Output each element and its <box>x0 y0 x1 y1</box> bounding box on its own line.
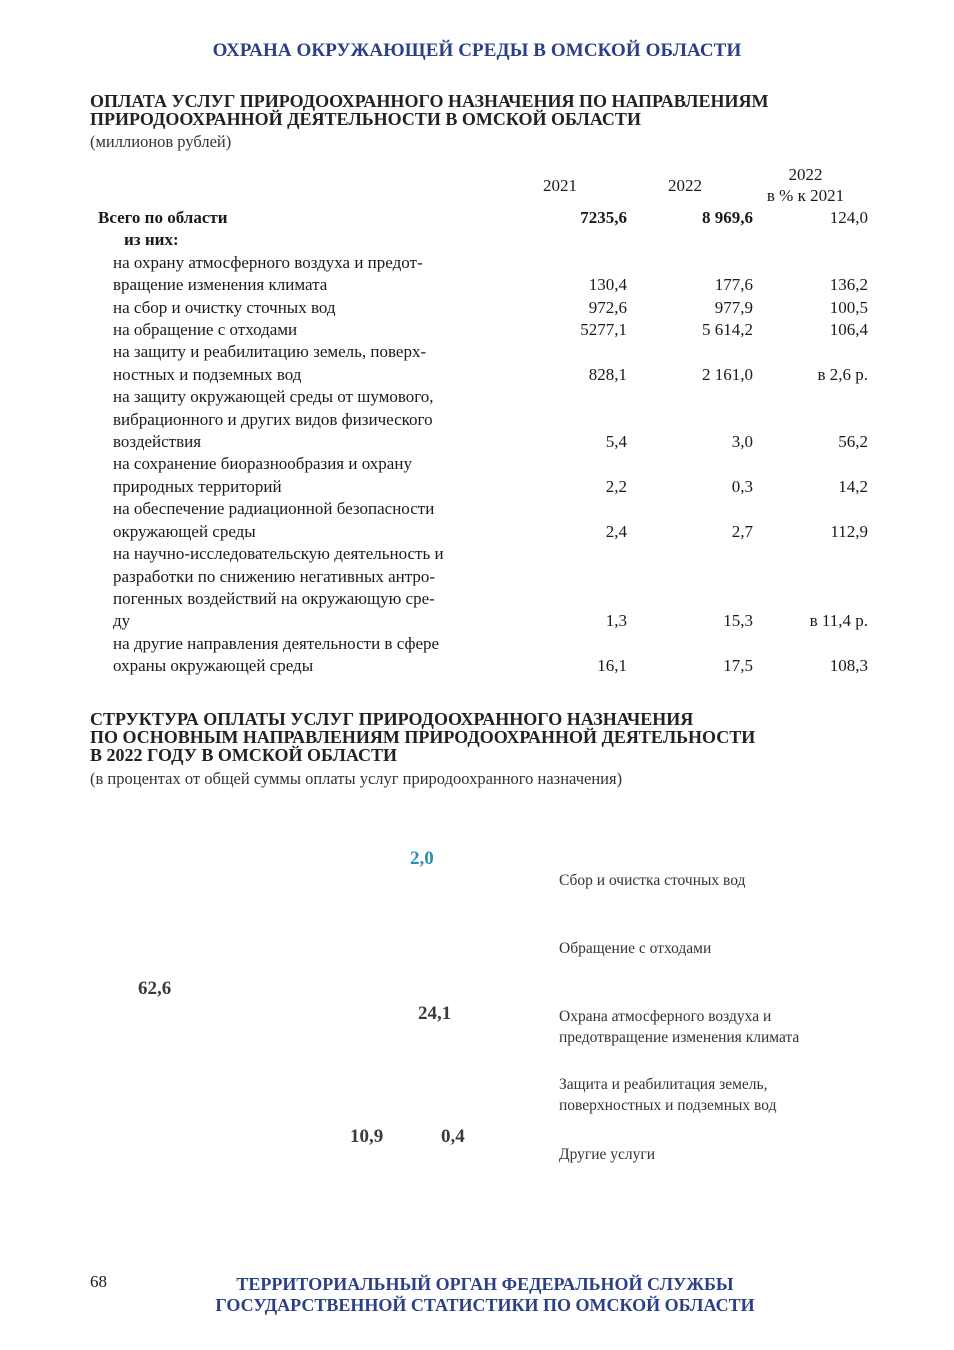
cell-2021: 5277,1 <box>580 320 627 340</box>
table-title <box>90 92 768 128</box>
cell-empty <box>539 341 627 363</box>
cell-2022: 177,6 <box>714 275 753 295</box>
row-label-line: на другие направления деятельности в сфере <box>113 633 440 653</box>
cell-pct-total: 124,0 <box>829 208 868 227</box>
row-label-line: на сохранение биоразнообразия и охрану <box>113 454 412 474</box>
cell-pct: в 2,6 р. <box>817 364 868 384</box>
footer-line-2: ГОСУДАРСТВЕННОЙ СТАТИСТИКИ ПО ОМСКОЙ ОБЛАСТИ <box>215 1295 755 1315</box>
table-row <box>90 319 868 341</box>
row-label-line: вращение изменения климата <box>113 275 328 295</box>
legend-item-4-text-2: поверхностных и подземных вод <box>559 1097 777 1114</box>
data-table-body <box>90 207 868 678</box>
table-row <box>90 274 868 296</box>
row-label-line: на защиту и реабилитацию земель, поверх- <box>113 342 427 362</box>
table-row <box>90 588 868 610</box>
chart-title <box>90 710 755 764</box>
chart-label-d: 10,9 <box>350 1126 384 1147</box>
cell-empty <box>627 229 753 251</box>
cell-empty <box>539 453 627 475</box>
col-header-pct-line-1: 2022 <box>788 165 823 184</box>
row-label-line: на научно-исследовательскую деятельность и <box>113 544 444 564</box>
cell-2021: 972,6 <box>588 297 627 317</box>
legend-item-5 <box>559 1144 655 1165</box>
row-label-line: разработки по снижению негативных антро- <box>113 566 436 586</box>
cell-2022: 3,0 <box>731 432 753 452</box>
table-row <box>90 633 868 655</box>
table-row <box>90 364 868 386</box>
chart-label-c: 24,1 <box>418 1003 452 1024</box>
table-row <box>90 543 868 565</box>
row-label-line: ностных и подземных вод <box>113 364 302 384</box>
legend-item-1 <box>559 870 745 891</box>
row-label-subheader: из них: <box>124 230 179 250</box>
cell-pct: 106,4 <box>829 320 868 340</box>
legend-item-2-text: Обращение с отходами <box>559 940 712 957</box>
chart-label-a: 2,0 <box>410 848 434 869</box>
cell-2021: 828,1 <box>588 364 627 384</box>
cell-empty <box>539 386 627 408</box>
table-units: (миллионов рублей) <box>90 132 232 151</box>
cell-2021: 1,3 <box>605 611 627 631</box>
page-number: 68 <box>90 1272 107 1291</box>
table-row-subheader <box>90 229 868 251</box>
row-label-line: воздействия <box>113 432 202 452</box>
col-header-pct <box>748 164 863 206</box>
cell-empty <box>753 229 868 251</box>
table-row <box>90 341 868 363</box>
legend-item-3 <box>559 1006 799 1048</box>
chart-title-line-1: СТРУКТУРА ОПЛАТЫ УСЛУГ ПРИРОДООХРАННОГО НАЗНАЧЕНИЯ <box>90 709 694 729</box>
cell-2021: 2,4 <box>605 521 627 541</box>
cell-empty <box>627 543 753 565</box>
table-row <box>90 476 868 498</box>
cell-empty <box>753 543 868 565</box>
page-footer <box>0 1274 954 1316</box>
cell-pct: 136,2 <box>829 275 868 295</box>
row-label-line: вибрационного и других видов физического <box>113 409 433 429</box>
cell-empty <box>753 409 868 431</box>
row-label-line: ду <box>113 611 131 631</box>
cell-empty <box>753 588 868 610</box>
row-label-line: на охрану атмосферного воздуха и предот- <box>113 252 423 272</box>
chart-label-e: 0,4 <box>441 1126 465 1147</box>
chart-title-line-3: В 2022 ГОДУ В ОМСКОЙ ОБЛАСТИ <box>90 745 398 765</box>
cell-empty <box>627 566 753 588</box>
cell-2022: 2 161,0 <box>702 364 753 384</box>
row-label-line: охраны окружающей среды <box>113 656 314 676</box>
table-row <box>90 252 868 274</box>
row-label-line: на сбор и очистку сточных вод <box>113 297 336 317</box>
data-table <box>90 207 868 678</box>
legend-item-5-text: Другие услуги <box>559 1146 656 1163</box>
cell-empty <box>627 453 753 475</box>
table-row <box>90 521 868 543</box>
cell-pct: 112,9 <box>830 521 868 541</box>
legend-item-1-text: Сбор и очистка сточных вод <box>559 872 746 889</box>
page-header: ОХРАНА ОКРУЖАЮЩЕЙ СРЕДЫ В ОМСКОЙ ОБЛАСТИ <box>212 40 742 61</box>
cell-empty <box>753 453 868 475</box>
col-header-pct-line-2: в % к 2021 <box>766 186 845 205</box>
row-label-line: на обращение с отходами <box>113 320 298 340</box>
cell-2021: 130,4 <box>588 275 627 295</box>
cell-2022: 2,7 <box>731 521 753 541</box>
chart-units: (в процентах от общей суммы оплаты услуг природоохранного назначения) <box>90 769 623 788</box>
legend-item-4-text-1: Защита и реабилитация земель, <box>559 1076 768 1093</box>
cell-empty <box>753 252 868 274</box>
table-row <box>90 386 868 408</box>
row-label-line: погенных воздействий на окружающую сре- <box>113 588 435 608</box>
cell-empty <box>753 386 868 408</box>
legend-item-4 <box>559 1074 776 1116</box>
cell-pct: 14,2 <box>838 476 868 496</box>
cell-empty <box>627 498 753 520</box>
cell-pct: в 11,4 р. <box>809 611 868 631</box>
table-row-total <box>90 207 868 229</box>
cell-empty <box>627 633 753 655</box>
cell-empty <box>627 252 753 274</box>
cell-2022: 5 614,2 <box>702 320 753 340</box>
cell-pct: 108,3 <box>829 656 868 676</box>
cell-empty <box>753 498 868 520</box>
table-row <box>90 453 868 475</box>
cell-empty <box>627 341 753 363</box>
col-header-2022: 2022 <box>668 176 702 195</box>
cell-empty <box>753 341 868 363</box>
table-title-line-1: ОПЛАТА УСЛУГ ПРИРОДООХРАННОГО НАЗНАЧЕНИЯ ПО НАПРАВЛЕНИЯМ <box>90 91 769 111</box>
row-label-total: Всего по области <box>98 208 228 227</box>
cell-2022: 977,9 <box>714 297 753 317</box>
table-title-line-2: ПРИРОДООХРАННОЙ ДЕЯТЕЛЬНОСТИ В ОМСКОЙ ОБЛАСТИ <box>90 109 641 129</box>
row-label-line: природных территорий <box>113 476 282 496</box>
row-label-line: на защиту окружающей среды от шумового, <box>113 387 434 407</box>
table-row <box>90 610 868 632</box>
cell-pct: 100,5 <box>829 297 868 317</box>
cell-empty <box>539 498 627 520</box>
legend-item-3-text-1: Охрана атмосферного воздуха и <box>559 1008 772 1025</box>
cell-empty <box>539 543 627 565</box>
row-label-line: окружающей среды <box>113 521 256 541</box>
cell-empty <box>627 386 753 408</box>
cell-2022: 17,5 <box>723 656 753 676</box>
cell-2022: 0,3 <box>731 476 753 496</box>
chart-title-line-2: ПО ОСНОВНЫМ НАПРАВЛЕНИЯМ ПРИРОДООХРАННОЙ ДЕЯТЕЛЬНОСТИ <box>90 727 756 747</box>
cell-2021: 5,4 <box>605 432 627 452</box>
chart-label-b: 62,6 <box>138 978 172 999</box>
col-header-2021: 2021 <box>543 176 577 195</box>
cell-empty <box>539 229 627 251</box>
cell-empty <box>539 566 627 588</box>
legend-item-2 <box>559 938 711 959</box>
cell-empty <box>539 409 627 431</box>
table-row <box>90 431 868 453</box>
table-row <box>90 409 868 431</box>
table-row <box>90 655 868 677</box>
footer-line-1: ТЕРРИТОРИАЛЬНЫЙ ОРГАН ФЕДЕРАЛЬНОЙ СЛУЖБЫ <box>236 1274 734 1294</box>
cell-empty <box>539 252 627 274</box>
cell-pct: 56,2 <box>838 432 868 452</box>
cell-empty <box>539 633 627 655</box>
cell-empty <box>753 566 868 588</box>
table-row <box>90 566 868 588</box>
cell-empty <box>627 409 753 431</box>
table-row <box>90 498 868 520</box>
cell-empty <box>627 588 753 610</box>
cell-2021: 16,1 <box>597 656 627 676</box>
cell-2021: 2,2 <box>605 476 627 496</box>
cell-empty <box>539 588 627 610</box>
cell-2022: 15,3 <box>723 611 753 631</box>
cell-2022-total: 8 969,6 <box>702 208 753 227</box>
row-label-line: на обеспечение радиационной безопасности <box>113 499 435 519</box>
cell-2021-total: 7235,6 <box>580 208 627 227</box>
table-row <box>90 297 868 319</box>
cell-empty <box>753 633 868 655</box>
legend-item-3-text-2: предотвращение изменения климата <box>559 1029 800 1046</box>
